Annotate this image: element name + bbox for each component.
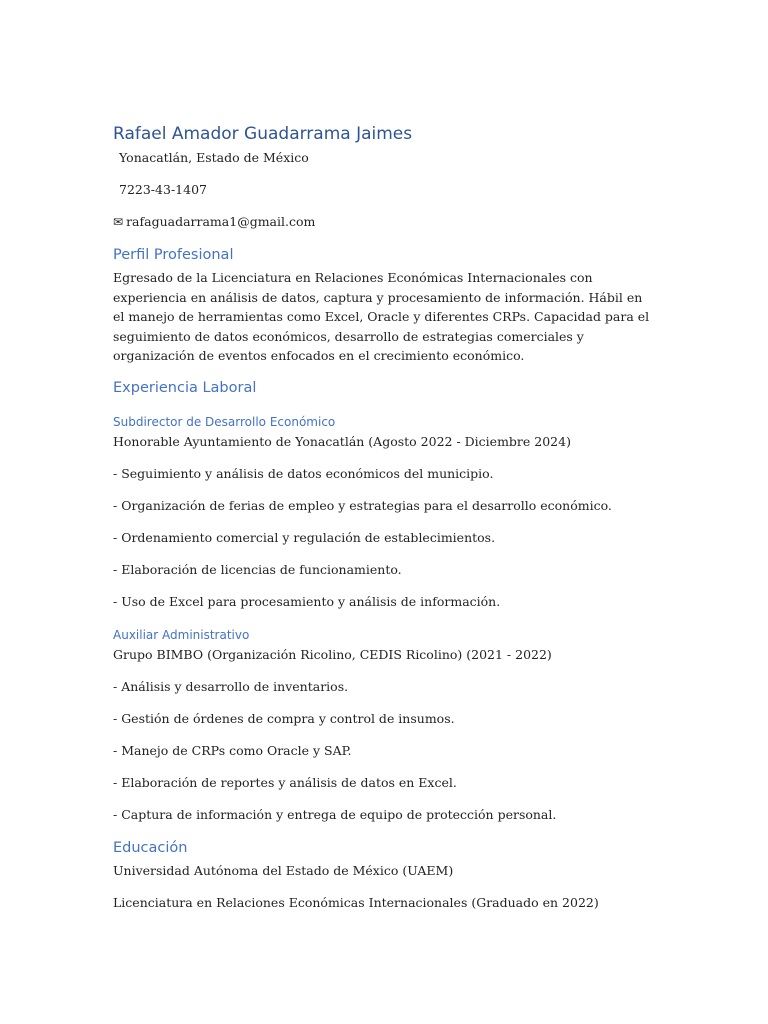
job-task: - Organización de ferias de empleo y estrategias para el desarrollo económico. [113, 498, 612, 513]
envelope-icon: ✉ [113, 215, 124, 229]
job-task: - Elaboración de reportes y análisis de datos en Excel. [113, 775, 457, 790]
education-degree: Licenciatura en Relaciones Económicas Internacionales (Graduado en 2022) [113, 895, 599, 910]
job-task: - Elaboración de licencias de funcionamiento. [113, 562, 402, 577]
email-address[interactable]: rafaguadarrama1@gmail.com [126, 214, 316, 229]
phone-number: 7223-43-1407 [119, 182, 207, 197]
education-school: Universidad Autónoma del Estado de México (UAEM) [113, 863, 454, 878]
job-role: Subdirector de Desarrollo Económico [113, 415, 336, 429]
job-organization: Grupo BIMBO (Organización Ricolino, CEDIS Ricolino) (2021 - 2022) [113, 647, 552, 662]
section-title-education: Educación [113, 840, 188, 856]
profile-text: Egresado de la Licenciatura en Relaciones Económicas Internacionales con experiencia en análisis de datos, captura y procesamiento de información. Hábil en el manejo de herramientas como Excel, Oracle y diferentes CRPs. Capacidad para el seguimiento de datos económicos, desarrollo de estrategias comerciales y organización de eventos enfocados en el crecimiento económico. [113, 270, 650, 363]
candidate-name: Rafael Amador Guadarrama Jaimes [113, 124, 413, 144]
job-role: Auxiliar Administrativo [113, 628, 250, 642]
section-title-experience: Experiencia Laboral [113, 380, 257, 396]
location: Yonacatlán, Estado de México [119, 150, 309, 165]
job-task: - Uso de Excel para procesamiento y análisis de información. [113, 594, 501, 609]
job-task: - Captura de información y entrega de equipo de protección personal. [113, 807, 557, 822]
section-title-profile: Perfil Profesional [113, 247, 234, 263]
job-organization: Honorable Ayuntamiento de Yonacatlán (Agosto 2022 - Diciembre 2024) [113, 434, 571, 449]
job-task: - Análisis y desarrollo de inventarios. [113, 679, 349, 694]
job-task: - Seguimiento y análisis de datos económicos del municipio. [113, 466, 494, 481]
job-task: - Ordenamiento comercial y regulación de establecimientos. [113, 530, 496, 545]
job-task: - Manejo de CRPs como Oracle y SAP. [113, 743, 352, 758]
job-task: - Gestión de órdenes de compra y control de insumos. [113, 711, 455, 726]
email-line [113, 212, 315, 233]
